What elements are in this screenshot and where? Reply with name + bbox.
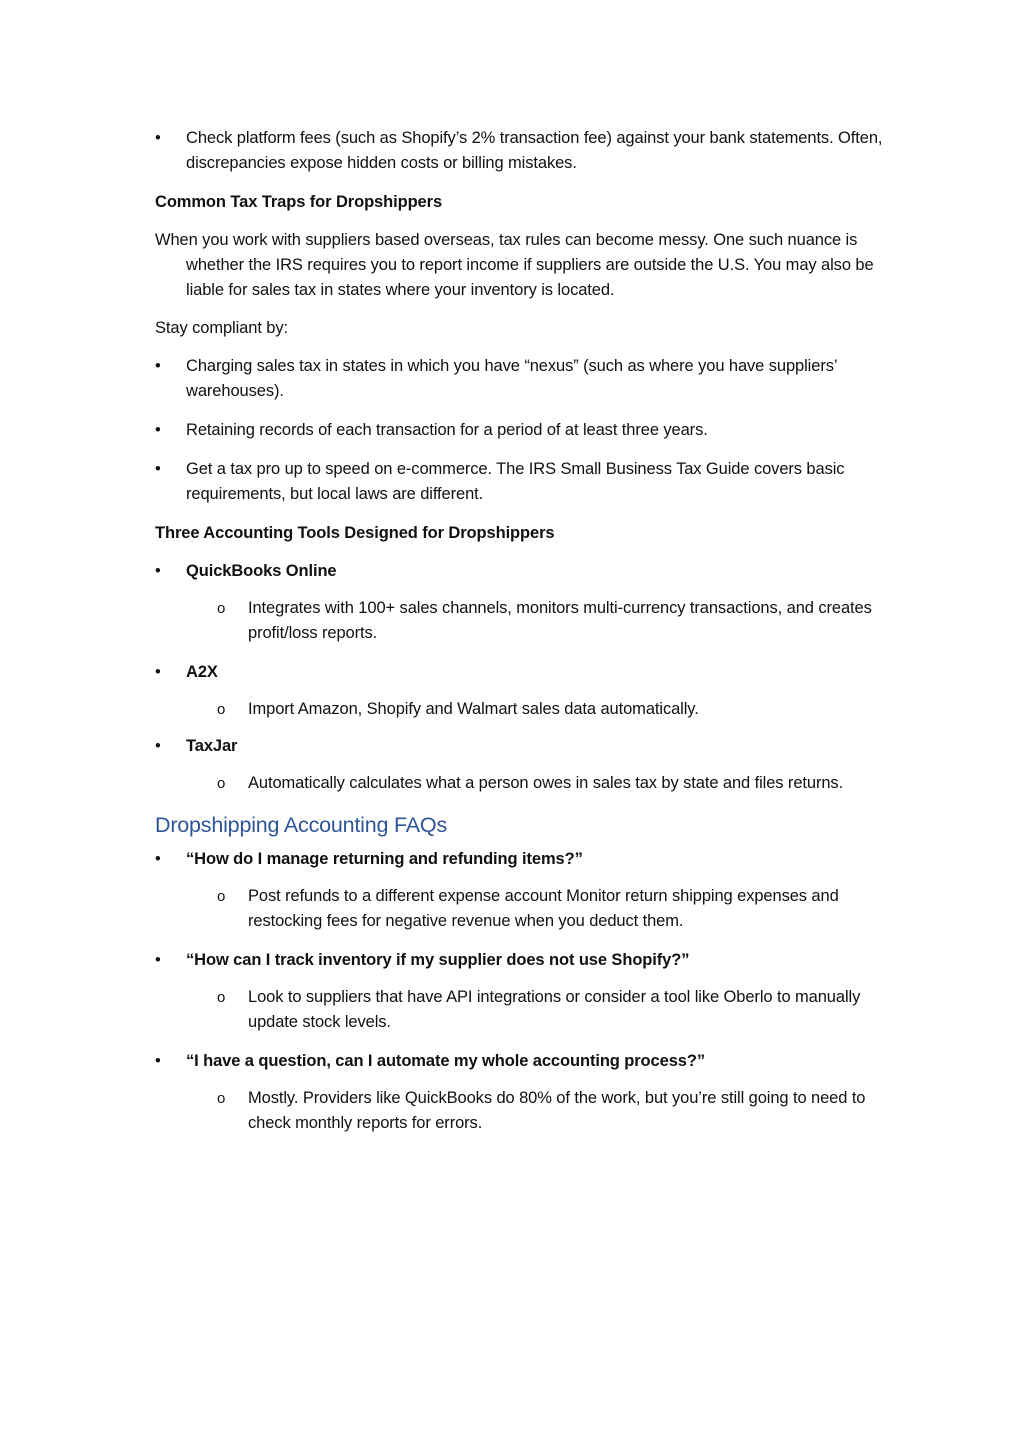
sub-bullet-icon: o [217, 1090, 226, 1107]
faq-question: “How do I manage returning and refunding items?” [186, 850, 583, 868]
faq-answer-item [155, 1086, 900, 1136]
tax-paragraph: When you work with suppliers based overseas, tax rules can become messy. One such nuance is whether the IRS requires you to report income if suppliers are outside the U.S. You may also be liable for sales tax in states where your inventory is located. [155, 231, 874, 299]
list-item-text: Get a tax pro up to speed on e-commerce. The IRS Small Business Tax Guide covers basic requirements, but local laws are different. [186, 460, 845, 503]
bullet-icon: • [155, 663, 161, 681]
list-item [155, 354, 900, 404]
faq-question: “I have a question, can I automate my whole accounting process?” [186, 1052, 705, 1070]
faq-answer: Look to suppliers that have API integrations or consider a tool like Oberlo to manually update stock levels. [248, 988, 861, 1031]
tool-detail-item [155, 771, 900, 796]
tool-detail-item [155, 596, 900, 646]
tax-lead: Stay compliant by: [155, 319, 289, 337]
document-body [155, 126, 900, 1150]
sub-bullet-icon: o [217, 888, 226, 905]
bullet-icon: • [155, 562, 161, 580]
tool-detail-item [155, 697, 900, 722]
sub-bullet-icon: o [217, 600, 226, 617]
section-heading-tax: Common Tax Traps for Dropshippers [155, 193, 443, 211]
faq-answer: Post refunds to a different expense account Monitor return shipping expenses and restocking fees for negative revenue when you deduct them. [248, 887, 839, 930]
faq-question-item [155, 948, 900, 973]
faq-answer-item [155, 985, 900, 1035]
tool-detail: Import Amazon, Shopify and Walmart sales data automatically. [248, 700, 699, 718]
list-item [155, 126, 900, 176]
list-item-text: Check platform fees (such as Shopify’s 2% transaction fee) against your bank statements. Often, discrepancies expose hidden costs or billing mistakes. [186, 129, 883, 172]
faq-answer: Mostly. Providers like QuickBooks do 80% of the work, but you’re still going to need to check monthly reports for errors. [248, 1089, 866, 1132]
list-item-text: Charging sales tax in states in which you have “nexus” (such as where you have suppliers’ warehouses). [186, 357, 837, 400]
list-item-text: Retaining records of each transaction for a period of at least three years. [186, 421, 708, 439]
tool-name-item [155, 559, 900, 584]
tool-name-item [155, 734, 900, 759]
list-item [155, 418, 900, 443]
bullet-icon: • [155, 460, 161, 478]
tool-name: TaxJar [186, 737, 238, 755]
faq-question-item [155, 847, 900, 872]
bullet-icon: • [155, 850, 161, 868]
tool-detail: Integrates with 100+ sales channels, monitors multi-currency transactions, and creates profit/loss reports. [248, 599, 872, 642]
faq-heading: Dropshipping Accounting FAQs [155, 813, 447, 837]
bullet-icon: • [155, 421, 161, 439]
bullet-icon: • [155, 357, 161, 375]
section-heading-tools: Three Accounting Tools Designed for Dropshippers [155, 524, 555, 542]
bullet-icon: • [155, 129, 161, 147]
sub-bullet-icon: o [217, 989, 226, 1006]
tool-detail: Automatically calculates what a person owes in sales tax by state and files returns. [248, 774, 844, 792]
faq-question-item [155, 1049, 900, 1074]
tool-name: QuickBooks Online [186, 562, 337, 580]
tool-name: A2X [186, 663, 218, 681]
sub-bullet-icon: o [217, 701, 226, 718]
bullet-icon: • [155, 1052, 161, 1070]
faq-question: “How can I track inventory if my supplier does not use Shopify?” [186, 951, 690, 969]
tool-name-item [155, 660, 900, 685]
sub-bullet-icon: o [217, 775, 226, 792]
faq-answer-item [155, 884, 900, 934]
list-item [155, 457, 900, 507]
bullet-icon: • [155, 951, 161, 969]
bullet-icon: • [155, 737, 161, 755]
